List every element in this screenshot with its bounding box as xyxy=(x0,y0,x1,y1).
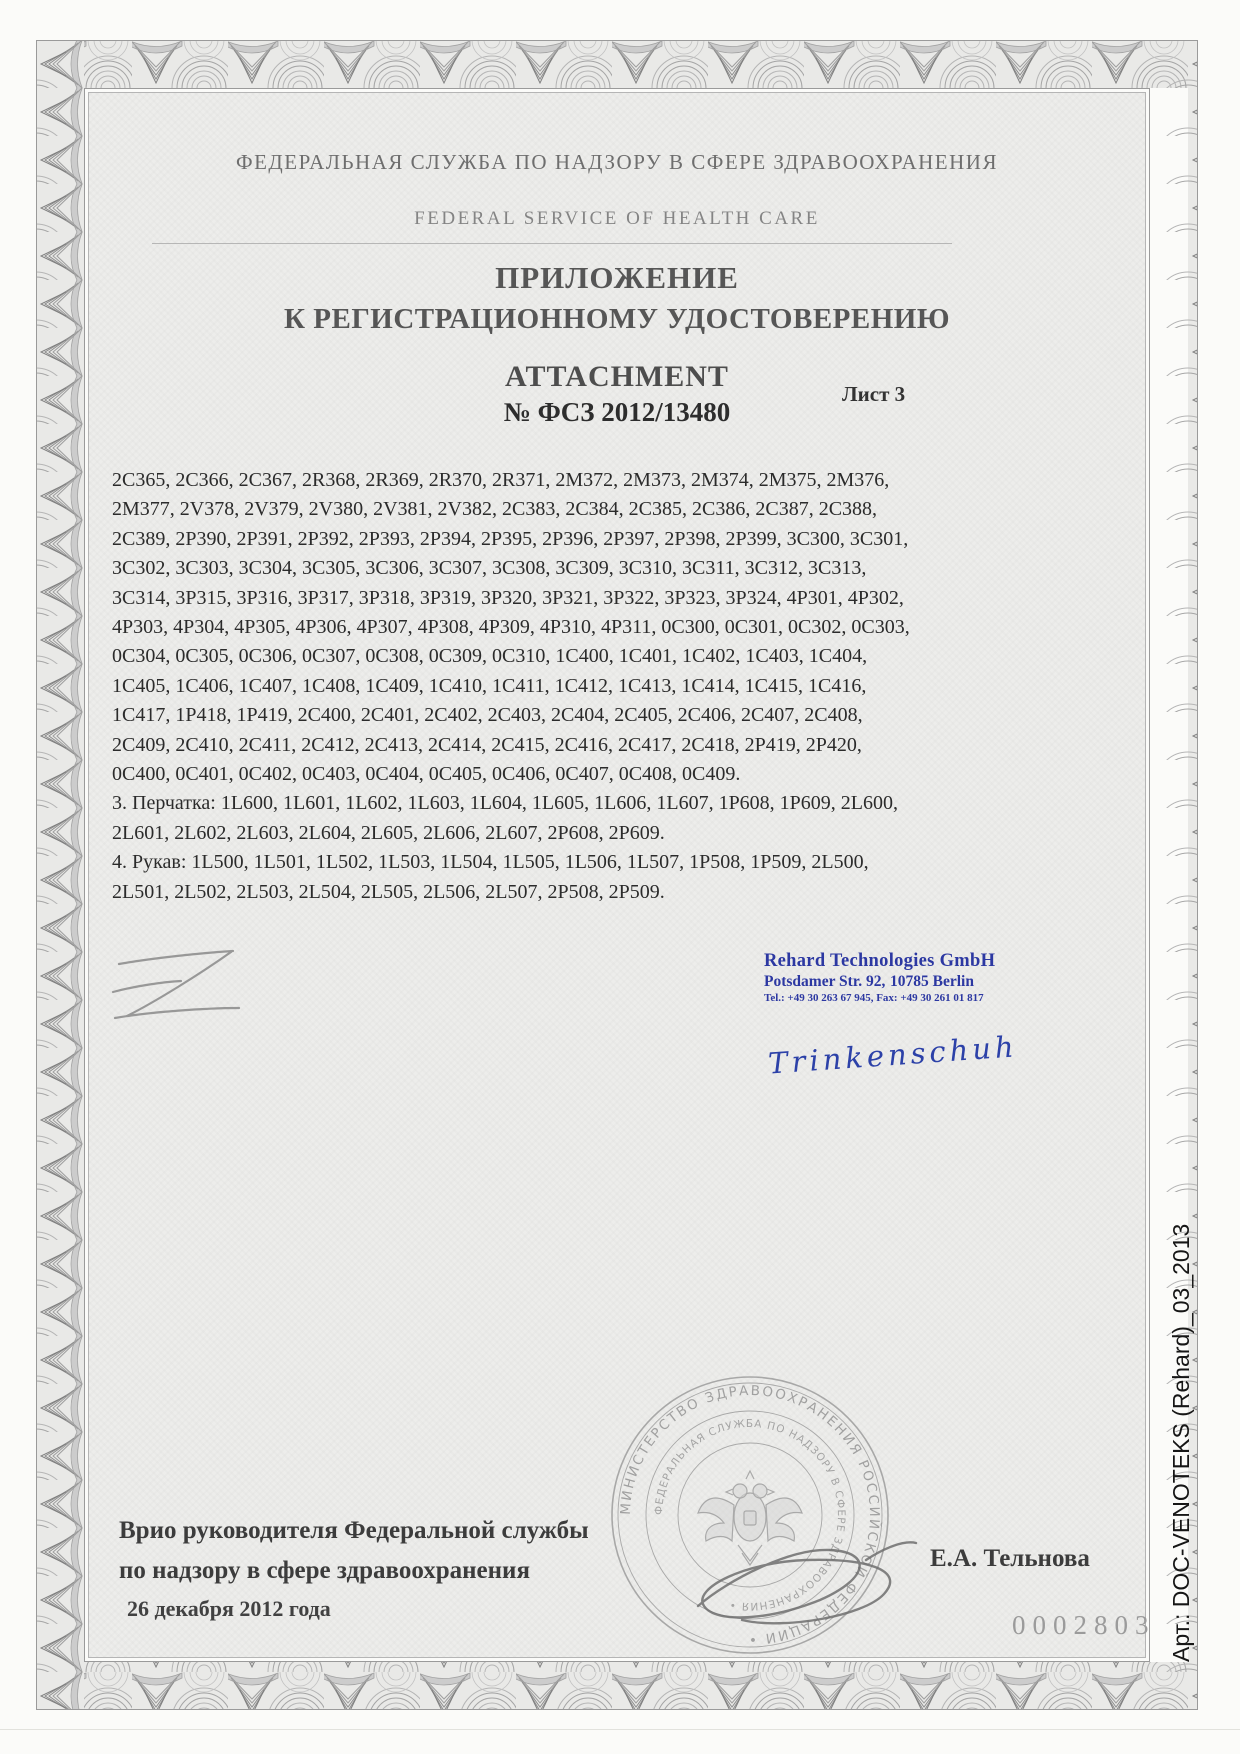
code-line: 2L501, 2L502, 2L503, 2L504, 2L505, 2L506, 2L507, 2P508, 2P509. xyxy=(112,880,665,903)
code-line: 2C365, 2C366, 2C367, 2R368, 2R369, 2R370, 2R371, 2M372, 2M373, 2M374, 2M375, 2M376, xyxy=(112,469,890,491)
code-line: 1C405, 1C406, 1C407, 1C408, 1C409, 1C410, 1C411, 1C412, 1C413, 1C414, 1C415, 1C416, xyxy=(112,674,867,697)
manufacturer-address xyxy=(764,973,974,991)
page-edge-shadow xyxy=(0,1729,1240,1730)
doc-title-ru-line2: К РЕГИСТРАЦИОННОМУ УДОСТОВЕРЕНИЮ xyxy=(283,303,950,335)
code-line: 2C409, 2C410, 2C411, 2C412, 2C413, 2C414, 2C415, 2C416, 2C417, 2C418, 2P419, 2P420, xyxy=(112,733,862,756)
code-line: 4P303, 4P304, 4P305, 4P306, 4P307, 4P308, 4P309, 4P310, 4P311, 0C300, 0C301, 0C302, 0C303, xyxy=(112,616,910,639)
manufacturer-stamp xyxy=(764,951,996,1004)
manufacturer-name: Rehard Technologies GmbH xyxy=(764,951,996,971)
manufacturer-street: Potsdamer Str. 92, xyxy=(764,973,886,990)
signature-date: 26 декабря 2012 года xyxy=(127,1596,331,1621)
signatory-name: Е.А. Тельнова xyxy=(930,1545,1090,1572)
handwritten-signature: Trinkenschuh xyxy=(767,1029,1019,1081)
signatory-title-line1: Врио руководителя Федеральной службы xyxy=(119,1517,589,1544)
agency-name-ru: ФЕДЕРАЛЬНАЯ СЛУЖБА ПО НАДЗОРУ В СФЕРЕ ЗДРАВООХРАНЕНИЯ xyxy=(236,150,998,174)
code-line: 2L601, 2L602, 2L603, 2L604, 2L605, 2L606, 2L607, 2P608, 2P609. xyxy=(112,821,665,844)
product-code-list xyxy=(112,466,1062,907)
doc-title-en: ATTACHMENT xyxy=(505,360,729,393)
pencil-loop-signature xyxy=(680,1530,940,1640)
form-serial-number: 0002803 xyxy=(1012,1610,1156,1640)
manufacturer-city: 10785 Berlin xyxy=(890,973,974,990)
code-line: 2C389, 2P390, 2P391, 2P392, 2P393, 2P394, 2P395, 2P396, 2P397, 2P398, 2P399, 3C300, 3C301, xyxy=(112,527,909,550)
sheet-number: Лист 3 xyxy=(842,382,906,406)
doc-title-ru-line1: ПРИЛОЖЕНИЕ xyxy=(495,260,739,295)
header-divider xyxy=(152,243,952,244)
code-line: 0C400, 0C401, 0C402, 0C403, 0C404, 0C405, 0C406, 0C407, 0C408, 0C409. xyxy=(112,763,741,786)
code-line: 1C417, 1P418, 1P419, 2C400, 2C401, 2C402, 2C403, 2C404, 2C405, 2C406, 2C407, 2C408, xyxy=(112,704,863,727)
attachment-number: № ФСЗ 2012/13480 xyxy=(503,397,731,427)
code-line: 2M377, 2V378, 2V379, 2V380, 2V381, 2V382, 2C383, 2C384, 2C385, 2C386, 2C387, 2C388, xyxy=(112,498,878,521)
seal-outer-text: МИНИСТЕРСТВО ЗДРАВООХРАНЕНИЯ РОССИЙСКОЙ ФЕДЕРАЦИИ • xyxy=(617,1382,883,1648)
signatory-title-line2: по надзору в сфере здравоохранения xyxy=(119,1557,530,1584)
code-line: 3C314, 3P315, 3P316, 3P317, 3P318, 3P319, 3P320, 3P321, 3P322, 3P323, 3P324, 4P301, 4P302, xyxy=(112,586,904,609)
code-line: 3C302, 3C303, 3C304, 3C305, 3C306, 3C307, 3C308, 3C309, 3C310, 3C311, 3C312, 3C313, xyxy=(112,557,867,580)
agency-name-en: FEDERAL SERVICE OF HEALTH CARE xyxy=(414,208,820,229)
manufacturer-phone: Tel.: +49 30 263 67 945, Fax: +49 30 261 01 817 xyxy=(764,992,984,1004)
pencil-z-mark xyxy=(105,940,265,1040)
code-line: 4. Рукав: 1L500, 1L501, 1L502, 1L503, 1L504, 1L505, 1L506, 1L507, 1P508, 1P509, 2L500, xyxy=(112,851,869,874)
seal-inner-text: ФЕДЕРАЛЬНАЯ СЛУЖБА ПО НАДЗОРУ В СФЕРЕ ЗДРАВООХРАНЕНИЯ • xyxy=(652,1417,848,1613)
code-line: 0C304, 0C305, 0C306, 0C307, 0C308, 0C309, 0C310, 1C400, 1C401, 1C402, 1C403, 1C404, xyxy=(112,645,868,668)
article-code-vertical: Арт.: DOC-VENOTEKS (Rehard)_03_2013 xyxy=(1168,1223,1194,1662)
code-line: 3. Перчатка: 1L600, 1L601, 1L602, 1L603, 1L604, 1L605, 1L606, 1L607, 1P608, 1P609, 2L600, xyxy=(112,792,899,815)
